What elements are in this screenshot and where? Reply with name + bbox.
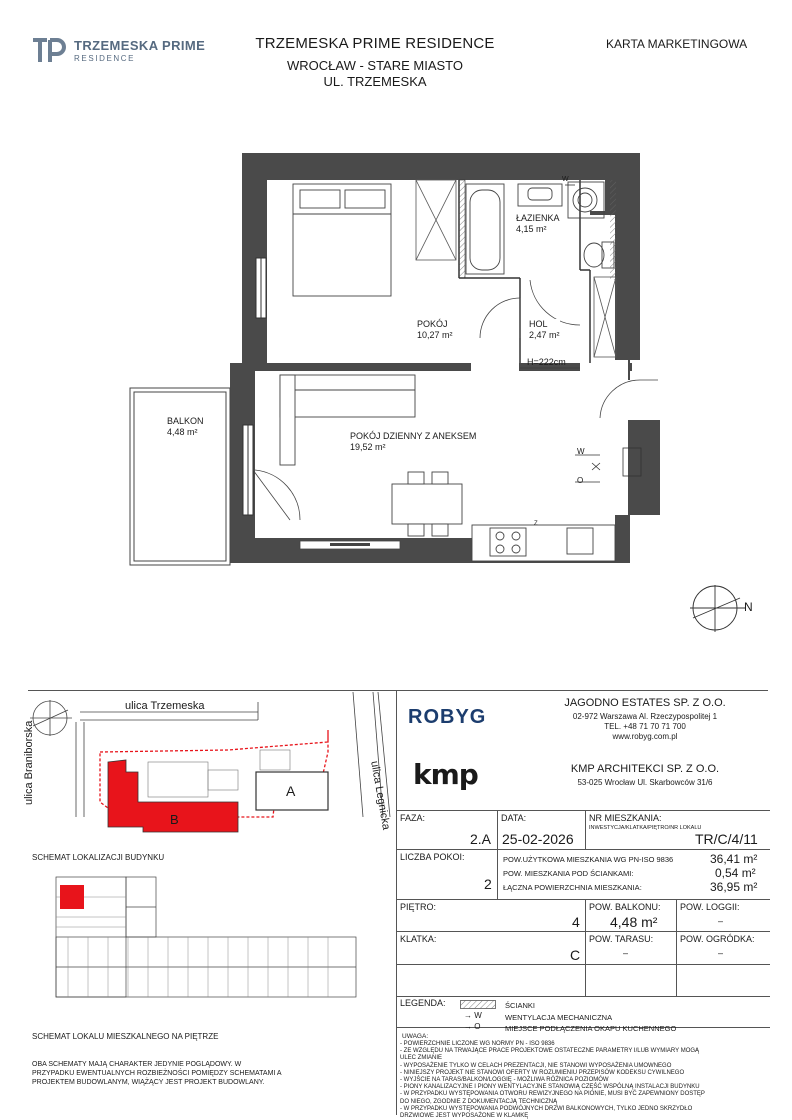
schema-building-caption: SCHEMAT LOKALIZACJI BUDYNKU [32,853,165,862]
vent-mark-w: W [577,447,585,456]
developer-phone: TEL. +48 71 70 71 700 [604,722,686,731]
kitchen-mark-z: Z [534,521,538,527]
balkon-value: 4,48 m² [610,914,658,930]
developer-address: 02-972 Warszawa Al. Rzeczypospolitej 1 [572,712,718,721]
pokoje-label: LICZBA POKOI: [400,852,465,862]
pow-laczna-label: ŁĄCZNA POWIERZCHNIA MIESZKANIA: [503,883,642,892]
note-line: - W PRZYPADKU WYSTĘPOWANIA PODWÓJNYCH DRZWI BALKONOWYCH, TYLKO JEDNO SKRZYDŁO DRZWIOWE JEST WYPOSAŻONE W KLAMKĘ [400,1105,693,1120]
room-dzienny: POKÓJ DZIENNY Z ANEKSEM 19,52 m² [350,431,477,452]
street-top: ulica Trzemeska [125,700,205,712]
note-line: - W PRZYPADKU WYSTĘPOWANIA OTWORU REWIZYJNEGO NA PIONIE, MUSI BYĆ ZAPEWNIONY DOSTĘP DO NIEGO, ZGODNIE Z DOKUMENTACJĄ TECHNICZNĄ [400,1091,705,1105]
note-line: - WYJŚCIE NA TARAS/BALKON/LOGGIĘ - MOŻLIWA RÓŻNICA POZIOMÓW [400,1077,609,1084]
taras-value: – [623,948,629,958]
page-title: TRZEMESKA PRIME RESIDENCE [255,35,495,52]
nr-sub: INWESTYCJA/KLATKA/PIĘTRO/NR LOKALU [589,825,702,831]
data-value: 25-02-2026 [502,831,574,847]
compass-icon [690,585,745,632]
pow-skosy-label: POW. MIESZKANIA POD ŚCIANKAMI: [503,869,634,878]
pietro-value: 4 [572,914,580,930]
taras-label: POW. TARASU: [589,934,654,944]
legend-w: WENTYLACJA MECHANICZNA [505,1013,613,1022]
legend-walls: ŚCIANKI [505,1001,536,1010]
location-map [28,692,396,1112]
architect-name: KMP ARCHITEKCI SP. Z O.O. [570,763,720,775]
notes-list [400,1041,710,1120]
ogrodek-label: POW. OGRÓDKA: [680,934,755,944]
hood-mark-o: O [577,476,584,485]
pow-skosy-value: 0,54 m² [715,866,756,880]
logo-sub: RESIDENCE [74,54,136,63]
schema-floor-caption: SCHEMAT LOKALU MIESZKALNEGO NA PIĘTRZE [32,1032,219,1041]
robyg-logo: ROBYG [408,706,487,728]
room-hol: HOL 2,47 m² [529,319,560,340]
compass-n: N [744,600,753,614]
faza-value: 2.A [470,831,492,847]
note-line: - WYPOSAŻENIE TYLKO W CELACH PREZENTACJI, NIE STANOWI WYPOSAŻENIA UMOWNEGO [400,1062,672,1069]
room-height: H=222cm [527,357,566,367]
street-right: ulica Legnicka [368,760,393,831]
pow-uzytkowa-value: 36,41 m² [710,852,758,866]
note-line: - PIONY KANALIZACYJNE I PIONY WENTYLACYJNE STANOWIĄ CZĘŚĆ WSPÓLNĄ INSTALACJI BUDYNKU [400,1084,700,1091]
divider [28,690,768,691]
divider-vertical [396,690,397,1115]
notes-title: UWAGA: [402,1033,429,1040]
developer-web[interactable]: www.robyg.com.pl [612,732,678,741]
loggia-label: POW. LOGGII: [680,902,740,912]
klatka-label: KLATKA: [400,934,437,944]
loggia-value: – [718,916,724,926]
page-subtitle-city: WROCŁAW - STARE MIASTO [287,58,463,73]
pow-laczna-value: 36,95 m² [710,880,758,894]
data-label: DATA: [501,813,527,823]
page-subtitle-street: UL. TRZEMESKA [323,74,427,89]
hatch-swatch-icon [460,1000,496,1010]
room-lazienka: ŁAZIENKA 4,15 m² [516,213,560,234]
legend-w-mark: → W [464,1011,482,1020]
pietro-label: PIĘTRO: [400,902,437,912]
logo-name: TRZEMESKA PRIME [74,38,206,53]
legend-o-mark: → O [464,1022,481,1031]
note-line: - NINIEJSZY PROJEKT NIE STANOWI OFERTY W ROZUMIENIU PRZEPISÓW KODEKSU CYWILNEGO [400,1069,685,1076]
pokoje-value: 2 [484,876,492,892]
nr-value: TR/C/4/11 [695,831,758,847]
street-left: ulica Braniborska [23,720,35,805]
balkon-label: POW. BALKONU: [589,902,661,912]
building-b: B [170,812,179,827]
klatka-value: C [570,947,581,963]
vent-mark-w-bath: W [562,176,569,183]
nr-label: NR MIESZKANIA: [589,813,662,823]
architect-address: 53-025 Wrocław Ul. Skarbowców 31/6 [577,778,713,787]
kmp-logo: kmp [413,758,478,791]
card-type: KARTA MARKETINGOWA [606,37,748,51]
room-pokoj: POKÓJ 10,27 m² [417,319,453,340]
schema-disclaimer: OBA SCHEMATY MAJĄ CHARAKTER JEDYNIE POGLĄDOWY. W PRZYPADKU EWENTUALNYCH ROZBIEŻNOŚCI POMIĘDZY SCHEMATAMI A PROJEKTEM BUDOWLANYM, WIĄŻĄCY JEST PROJEKT BUDOWLANY. [32,1061,282,1086]
note-line: - ZE WZGLĘDU NA TRWAJĄCE PRACE PROJEKTOWE OSTATECZNE PARAMETRY I/LUB WYMIARY MOGĄ ULEC ZMIANIE [400,1048,700,1062]
building-a: A [286,783,296,799]
ogrodek-value: – [718,948,724,958]
pow-uzytkowa-label: POW.UŻYTKOWA MIESZKANIA WG PN-ISO 9836 [503,855,674,864]
faza-label: FAZA: [400,813,426,823]
note-line: - POWIERZCHNIE LICZONE WG NORMY PN - ISO 9836 [400,1041,555,1047]
legend-title: LEGENDA: [400,998,446,1008]
room-balkon: BALKON 4,48 m² [167,416,204,437]
developer-name: JAGODNO ESTATES SP. Z O.O. [564,697,726,709]
legend-o: MIEJSCE PODŁĄCZENIA OKAPU KUCHENNEGO [505,1024,677,1033]
